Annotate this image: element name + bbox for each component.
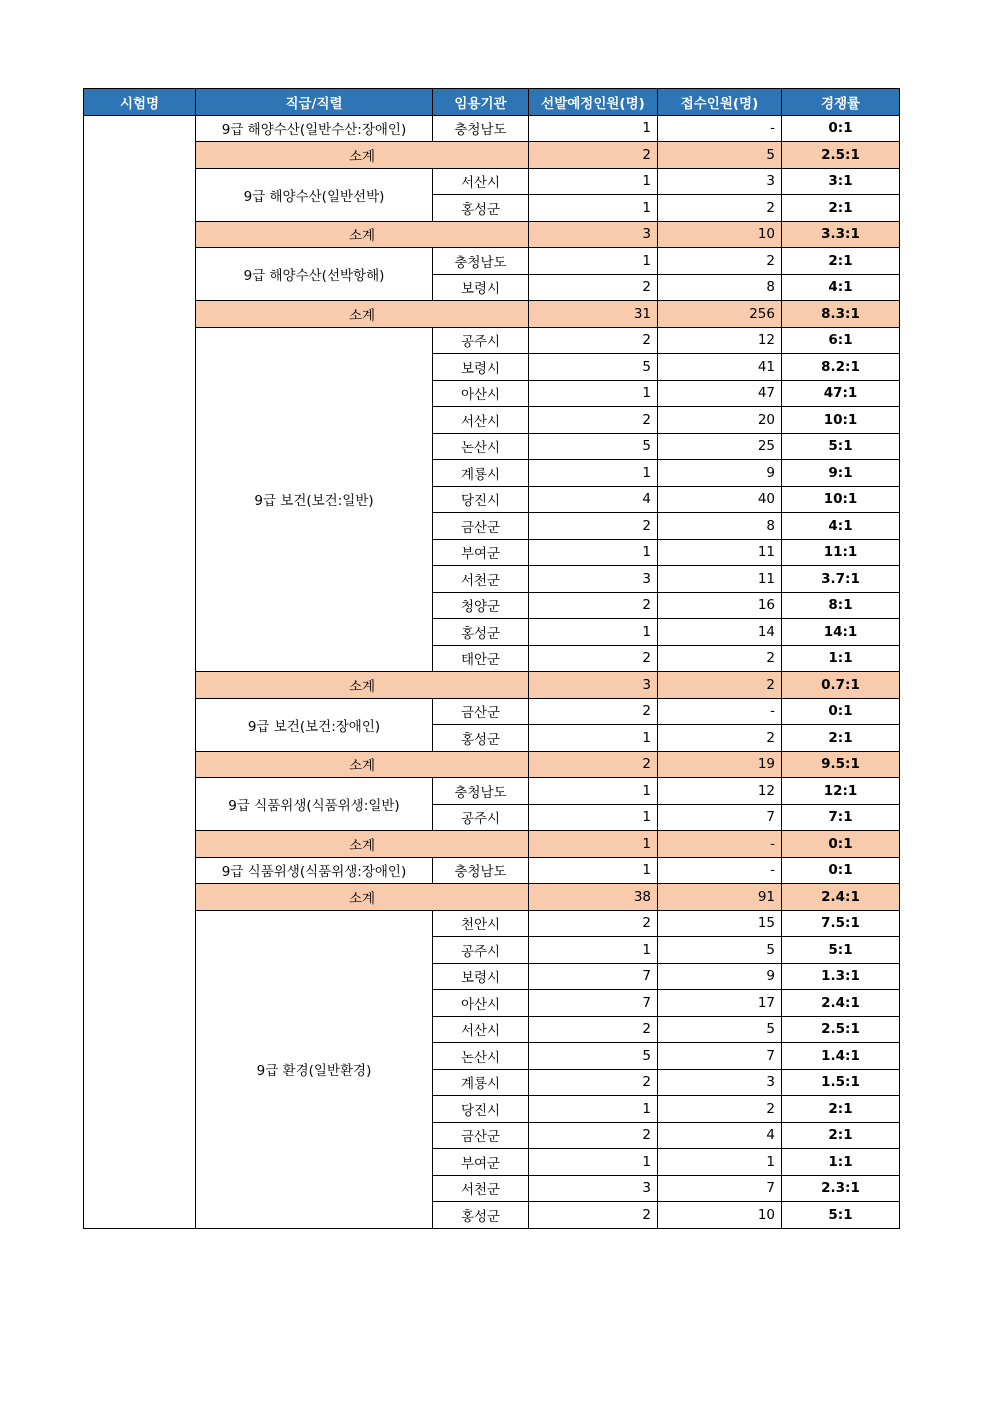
- table-row: [84, 115, 900, 142]
- competition-ratio-cell: 6:1: [782, 327, 900, 354]
- subtotal-competition-ratio: 2.4:1: [782, 884, 900, 911]
- applicant-count-cell: 8: [658, 513, 782, 540]
- subtotal-applicant-count: 10: [658, 221, 782, 248]
- subtotal-competition-ratio: 2.5:1: [782, 142, 900, 169]
- header-applicants: 접수인원(명): [658, 89, 782, 116]
- agency-cell: 충청남도: [433, 857, 529, 884]
- position-cell: 9급 식품위생(식품위생:장애인): [196, 857, 433, 884]
- planned-count-cell: 1: [529, 619, 658, 646]
- applicant-count-cell: -: [658, 857, 782, 884]
- planned-count-cell: 5: [529, 1043, 658, 1070]
- applicant-count-cell: 2: [658, 1096, 782, 1123]
- applicant-count-cell: 4: [658, 1122, 782, 1149]
- position-cell: 9급 보건(보건:일반): [196, 327, 433, 672]
- applicant-count-cell: 20: [658, 407, 782, 434]
- competition-ratio-cell: 4:1: [782, 274, 900, 301]
- position-cell: 9급 식품위생(식품위생:일반): [196, 778, 433, 831]
- agency-cell: 서산시: [433, 1016, 529, 1043]
- competition-ratio-cell: 2:1: [782, 1122, 900, 1149]
- subtotal-applicant-count: 256: [658, 301, 782, 328]
- position-cell: 9급 보건(보건:장애인): [196, 698, 433, 751]
- planned-count-cell: 1: [529, 725, 658, 752]
- header-row: [84, 89, 900, 116]
- agency-cell: 천안시: [433, 910, 529, 937]
- planned-count-cell: 4: [529, 486, 658, 513]
- agency-cell: 충청남도: [433, 778, 529, 805]
- subtotal-competition-ratio: 9.5:1: [782, 751, 900, 778]
- table-row: [84, 248, 900, 275]
- agency-cell: 홍성군: [433, 619, 529, 646]
- planned-count-cell: 7: [529, 990, 658, 1017]
- applicant-count-cell: 2: [658, 248, 782, 275]
- subtotal-applicant-count: 19: [658, 751, 782, 778]
- competition-ratio-cell: 47:1: [782, 380, 900, 407]
- subtotal-label: 소계: [196, 884, 529, 911]
- planned-count-cell: 1: [529, 460, 658, 487]
- applicant-count-cell: 1: [658, 1149, 782, 1176]
- agency-cell: 금산군: [433, 513, 529, 540]
- agency-cell: 논산시: [433, 433, 529, 460]
- competition-ratio-cell: 7.5:1: [782, 910, 900, 937]
- planned-count-cell: 1: [529, 168, 658, 195]
- competition-ratio-cell: 2:1: [782, 195, 900, 222]
- planned-count-cell: 1: [529, 1096, 658, 1123]
- applicant-count-cell: 17: [658, 990, 782, 1017]
- applicant-count-cell: 3: [658, 1069, 782, 1096]
- planned-count-cell: 1: [529, 539, 658, 566]
- applicant-count-cell: 16: [658, 592, 782, 619]
- subtotal-row: [84, 142, 900, 169]
- header-position: 직급/직렬: [196, 89, 433, 116]
- agency-cell: 홍성군: [433, 1202, 529, 1229]
- planned-count-cell: 2: [529, 513, 658, 540]
- applicant-count-cell: 47: [658, 380, 782, 407]
- competition-ratio-cell: 10:1: [782, 407, 900, 434]
- planned-count-cell: 7: [529, 963, 658, 990]
- applicant-count-cell: 2: [658, 725, 782, 752]
- planned-count-cell: 5: [529, 433, 658, 460]
- subtotal-row: [84, 672, 900, 699]
- applicant-count-cell: -: [658, 698, 782, 725]
- header-ratio: 경쟁률: [782, 89, 900, 116]
- agency-cell: 보령시: [433, 274, 529, 301]
- table-row: [84, 857, 900, 884]
- planned-count-cell: 1: [529, 115, 658, 142]
- subtotal-label: 소계: [196, 751, 529, 778]
- planned-count-cell: 2: [529, 1122, 658, 1149]
- applicant-count-cell: 41: [658, 354, 782, 381]
- subtotal-applicant-count: 5: [658, 142, 782, 169]
- exam-name-cell: [84, 115, 196, 1228]
- subtotal-competition-ratio: 0:1: [782, 831, 900, 858]
- applicant-count-cell: -: [658, 115, 782, 142]
- planned-count-cell: 1: [529, 937, 658, 964]
- competition-ratio-cell: 5:1: [782, 433, 900, 460]
- subtotal-competition-ratio: 8.3:1: [782, 301, 900, 328]
- agency-cell: 아산시: [433, 990, 529, 1017]
- competition-ratio-cell: 8.2:1: [782, 354, 900, 381]
- agency-cell: 공주시: [433, 327, 529, 354]
- applicant-count-cell: 5: [658, 1016, 782, 1043]
- position-cell: 9급 해양수산(선박항해): [196, 248, 433, 301]
- table-row: [84, 910, 900, 937]
- subtotal-competition-ratio: 3.3:1: [782, 221, 900, 248]
- agency-cell: 충청남도: [433, 115, 529, 142]
- competition-ratio-cell: 3.7:1: [782, 566, 900, 593]
- competition-ratio-cell: 10:1: [782, 486, 900, 513]
- agency-cell: 부여군: [433, 539, 529, 566]
- agency-cell: 금산군: [433, 1122, 529, 1149]
- competition-ratio-cell: 0:1: [782, 115, 900, 142]
- applicant-count-cell: 9: [658, 460, 782, 487]
- table-row: [84, 168, 900, 195]
- agency-cell: 당진시: [433, 1096, 529, 1123]
- planned-count-cell: 1: [529, 380, 658, 407]
- subtotal-label: 소계: [196, 301, 529, 328]
- planned-count-cell: 2: [529, 910, 658, 937]
- competition-ratio-cell: 0:1: [782, 698, 900, 725]
- competition-ratio-cell: 1:1: [782, 645, 900, 672]
- competition-ratio-cell: 8:1: [782, 592, 900, 619]
- subtotal-row: [84, 884, 900, 911]
- planned-count-cell: 1: [529, 1149, 658, 1176]
- table-row: [84, 327, 900, 354]
- planned-count-cell: 2: [529, 698, 658, 725]
- agency-cell: 계룡시: [433, 460, 529, 487]
- competition-ratio-cell: 2.3:1: [782, 1175, 900, 1202]
- applicant-count-cell: 9: [658, 963, 782, 990]
- planned-count-cell: 1: [529, 195, 658, 222]
- agency-cell: 청양군: [433, 592, 529, 619]
- header-planned: 선발예정인원(명): [529, 89, 658, 116]
- subtotal-row: [84, 831, 900, 858]
- applicant-count-cell: 7: [658, 804, 782, 831]
- agency-cell: 계룡시: [433, 1069, 529, 1096]
- competition-ratio-cell: 2.5:1: [782, 1016, 900, 1043]
- subtotal-applicant-count: -: [658, 831, 782, 858]
- planned-count-cell: 2: [529, 1016, 658, 1043]
- subtotal-label: 소계: [196, 672, 529, 699]
- agency-cell: 충청남도: [433, 248, 529, 275]
- competition-ratio-cell: 5:1: [782, 937, 900, 964]
- competition-ratio-cell: 4:1: [782, 513, 900, 540]
- applicant-count-cell: 2: [658, 195, 782, 222]
- applicant-count-cell: 7: [658, 1043, 782, 1070]
- applicant-count-cell: 5: [658, 937, 782, 964]
- recruitment-table: [83, 88, 900, 1229]
- competition-ratio-cell: 1.5:1: [782, 1069, 900, 1096]
- agency-cell: 서천군: [433, 1175, 529, 1202]
- competition-ratio-cell: 3:1: [782, 168, 900, 195]
- applicant-count-cell: 25: [658, 433, 782, 460]
- applicant-count-cell: 8: [658, 274, 782, 301]
- planned-count-cell: 2: [529, 274, 658, 301]
- subtotal-label: 소계: [196, 142, 529, 169]
- competition-ratio-cell: 9:1: [782, 460, 900, 487]
- header-agency: 임용기관: [433, 89, 529, 116]
- subtotal-row: [84, 221, 900, 248]
- agency-cell: 태안군: [433, 645, 529, 672]
- competition-ratio-cell: 12:1: [782, 778, 900, 805]
- subtotal-planned-count: 2: [529, 751, 658, 778]
- subtotal-planned-count: 1: [529, 831, 658, 858]
- subtotal-planned-count: 2: [529, 142, 658, 169]
- applicant-count-cell: 7: [658, 1175, 782, 1202]
- subtotal-competition-ratio: 0.7:1: [782, 672, 900, 699]
- subtotal-planned-count: 31: [529, 301, 658, 328]
- competition-ratio-cell: 2:1: [782, 725, 900, 752]
- competition-ratio-cell: 1.3:1: [782, 963, 900, 990]
- agency-cell: 공주시: [433, 937, 529, 964]
- competition-ratio-cell: 2:1: [782, 248, 900, 275]
- applicant-count-cell: 10: [658, 1202, 782, 1229]
- competition-ratio-cell: 11:1: [782, 539, 900, 566]
- position-cell: 9급 해양수산(일반수산:장애인): [196, 115, 433, 142]
- planned-count-cell: 1: [529, 248, 658, 275]
- agency-cell: 논산시: [433, 1043, 529, 1070]
- table-row: [84, 698, 900, 725]
- header-exam: 시험명: [84, 89, 196, 116]
- planned-count-cell: 2: [529, 645, 658, 672]
- planned-count-cell: 2: [529, 407, 658, 434]
- planned-count-cell: 1: [529, 857, 658, 884]
- subtotal-applicant-count: 2: [658, 672, 782, 699]
- table-row: [84, 778, 900, 805]
- applicant-count-cell: 14: [658, 619, 782, 646]
- agency-cell: 보령시: [433, 963, 529, 990]
- applicant-count-cell: 3: [658, 168, 782, 195]
- position-cell: 9급 환경(일반환경): [196, 910, 433, 1228]
- subtotal-planned-count: 3: [529, 672, 658, 699]
- applicant-count-cell: 11: [658, 566, 782, 593]
- subtotal-row: [84, 751, 900, 778]
- applicant-count-cell: 12: [658, 327, 782, 354]
- competition-ratio-cell: 5:1: [782, 1202, 900, 1229]
- competition-ratio-cell: 2.4:1: [782, 990, 900, 1017]
- applicant-count-cell: 11: [658, 539, 782, 566]
- applicant-count-cell: 15: [658, 910, 782, 937]
- agency-cell: 금산군: [433, 698, 529, 725]
- planned-count-cell: 2: [529, 1069, 658, 1096]
- subtotal-applicant-count: 91: [658, 884, 782, 911]
- planned-count-cell: 2: [529, 327, 658, 354]
- planned-count-cell: 3: [529, 1175, 658, 1202]
- table-body: [84, 115, 900, 1228]
- agency-cell: 당진시: [433, 486, 529, 513]
- planned-count-cell: 1: [529, 804, 658, 831]
- agency-cell: 아산시: [433, 380, 529, 407]
- planned-count-cell: 1: [529, 778, 658, 805]
- agency-cell: 서산시: [433, 407, 529, 434]
- agency-cell: 보령시: [433, 354, 529, 381]
- subtotal-row: [84, 301, 900, 328]
- competition-ratio-cell: 14:1: [782, 619, 900, 646]
- applicant-count-cell: 12: [658, 778, 782, 805]
- competition-ratio-cell: 7:1: [782, 804, 900, 831]
- planned-count-cell: 2: [529, 592, 658, 619]
- agency-cell: 서천군: [433, 566, 529, 593]
- subtotal-label: 소계: [196, 831, 529, 858]
- competition-ratio-cell: 1.4:1: [782, 1043, 900, 1070]
- planned-count-cell: 2: [529, 1202, 658, 1229]
- position-cell: 9급 해양수산(일반선박): [196, 168, 433, 221]
- agency-cell: 공주시: [433, 804, 529, 831]
- subtotal-planned-count: 38: [529, 884, 658, 911]
- subtotal-label: 소계: [196, 221, 529, 248]
- competition-ratio-cell: 1:1: [782, 1149, 900, 1176]
- agency-cell: 서산시: [433, 168, 529, 195]
- applicant-count-cell: 40: [658, 486, 782, 513]
- subtotal-planned-count: 3: [529, 221, 658, 248]
- planned-count-cell: 5: [529, 354, 658, 381]
- applicant-count-cell: 2: [658, 645, 782, 672]
- competition-ratio-cell: 0:1: [782, 857, 900, 884]
- agency-cell: 홍성군: [433, 195, 529, 222]
- agency-cell: 홍성군: [433, 725, 529, 752]
- agency-cell: 부여군: [433, 1149, 529, 1176]
- planned-count-cell: 3: [529, 566, 658, 593]
- competition-ratio-cell: 2:1: [782, 1096, 900, 1123]
